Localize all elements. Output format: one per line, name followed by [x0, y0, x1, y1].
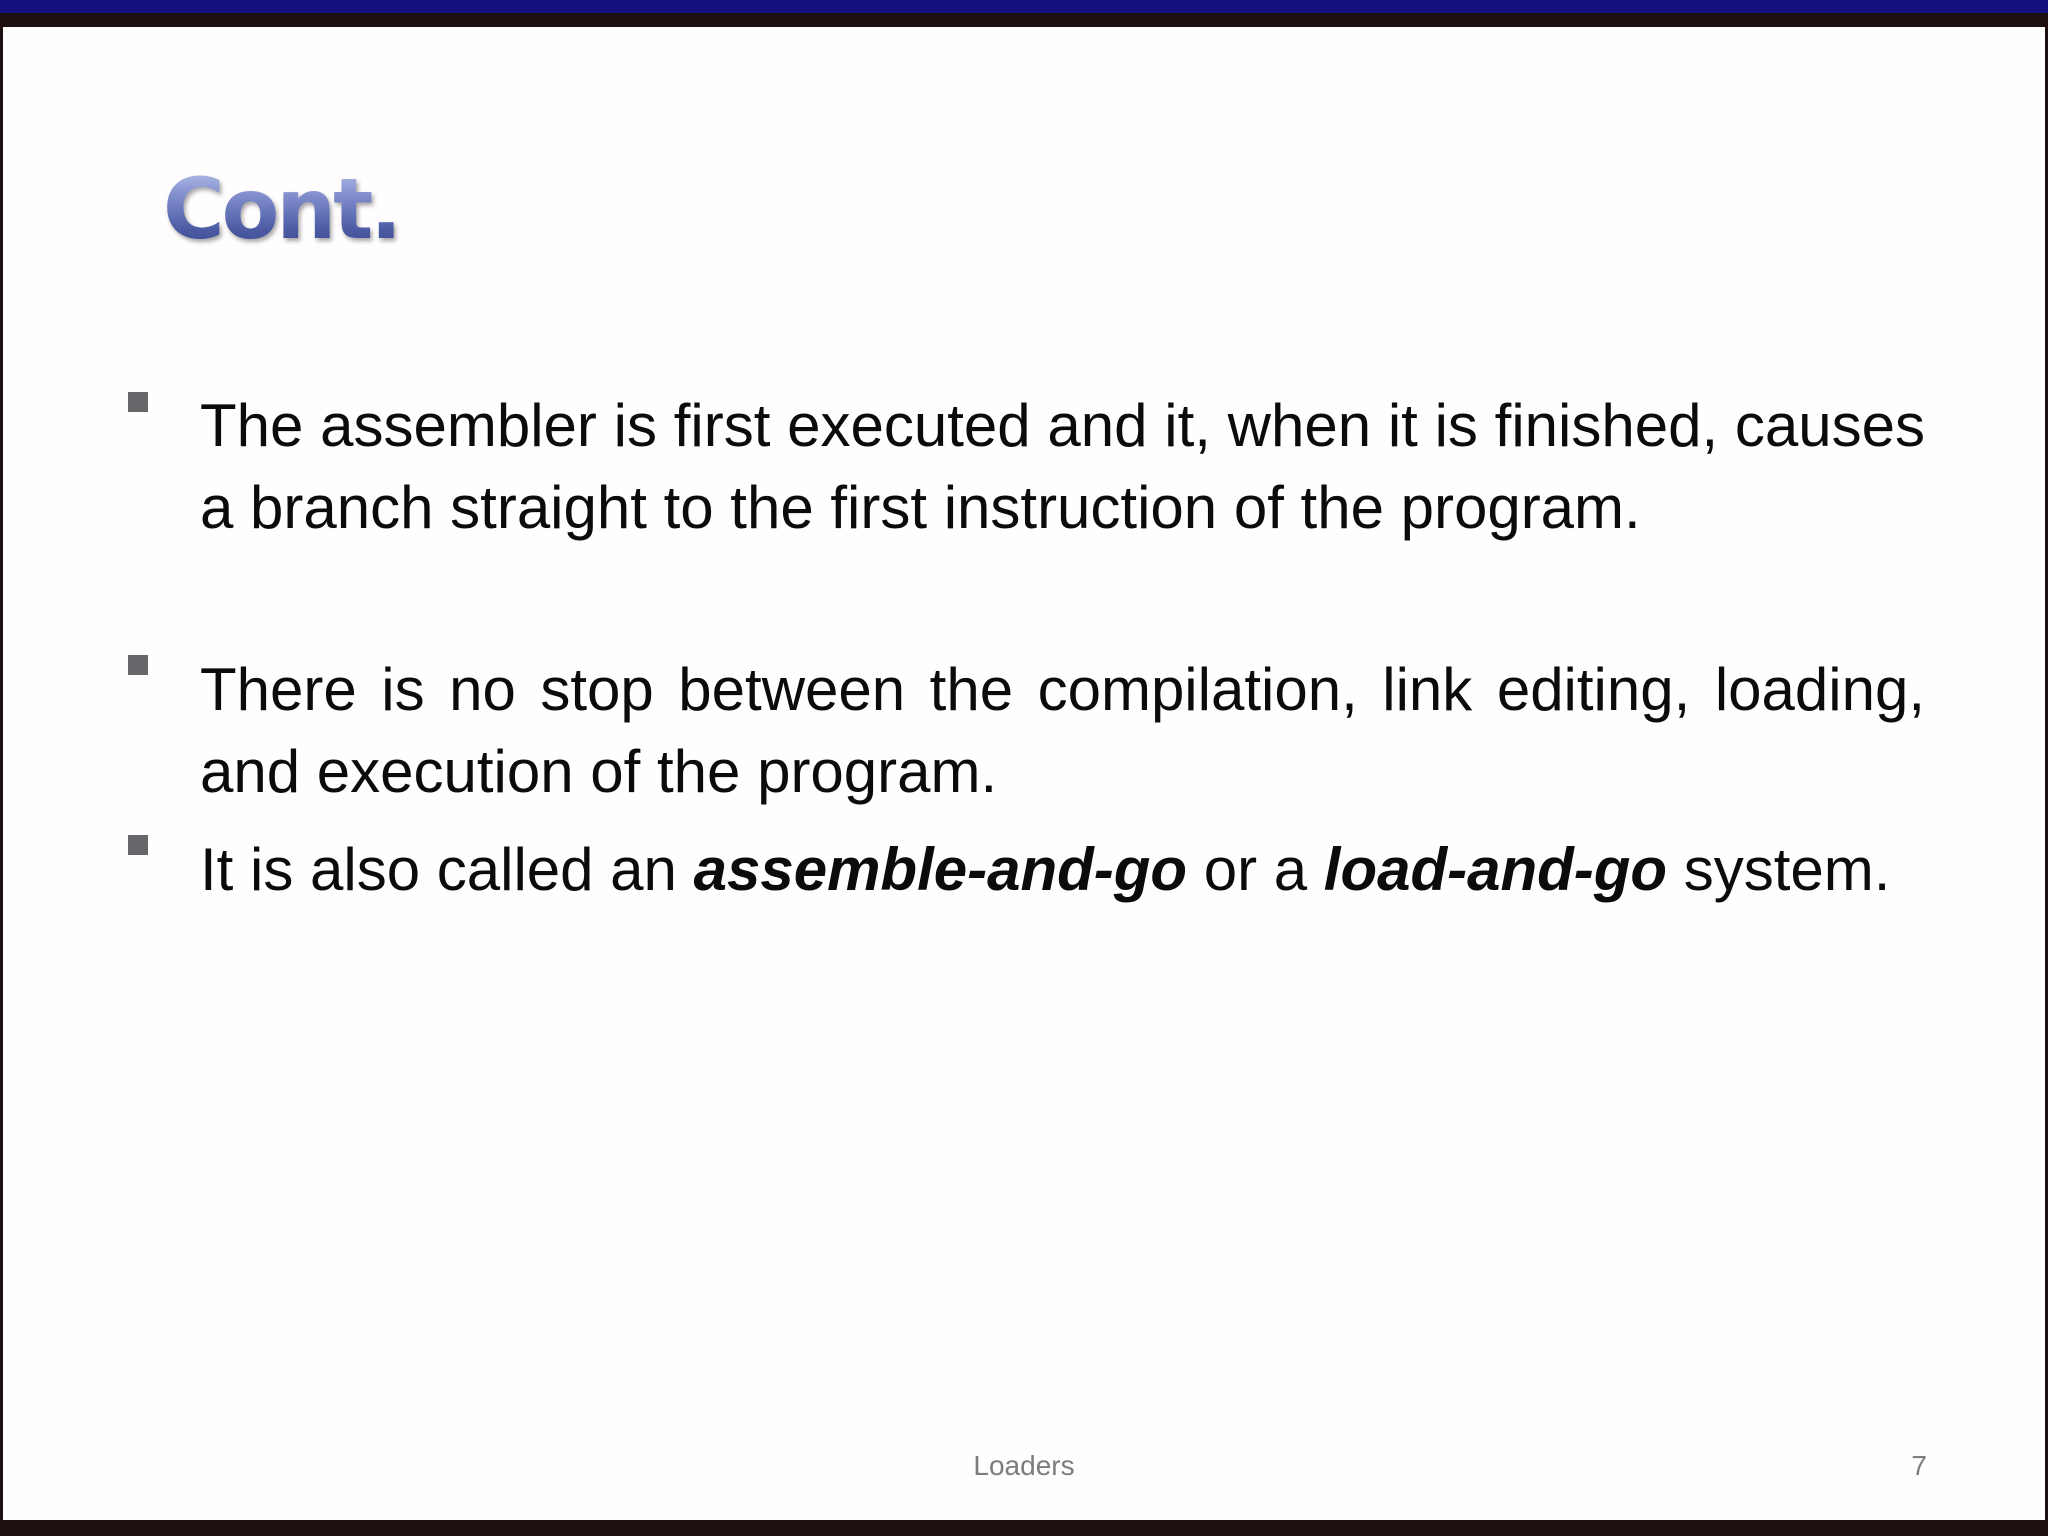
bullet-text-after: system. [1667, 836, 1891, 903]
bullet-list [3, 27, 2045, 1520]
term-assemble-and-go: assemble-and-go [693, 836, 1188, 903]
slide-footer: Loaders [973, 1450, 1075, 1481]
slide [3, 27, 2045, 1520]
bullet-text-middle: or a [1187, 836, 1324, 903]
page-number: 7 [1911, 1450, 1927, 1481]
square-bullet-icon [128, 835, 148, 855]
slide-title: Cont. [163, 160, 400, 258]
bullet-text-before: It is also called an [200, 836, 694, 903]
bullet-text: The assembler is first executed and it, when it is finished, causes a branch straight to the first instruction of the program. [200, 392, 1925, 541]
square-bullet-icon [128, 655, 148, 675]
square-bullet-icon [128, 392, 148, 412]
bullet-text: There is no stop between the compilation, link editing, loading, and execution of the program. [200, 656, 1925, 805]
top-color-band [0, 0, 2048, 13]
term-load-and-go: load-and-go [1323, 836, 1668, 903]
bullet-text [200, 829, 1925, 911]
